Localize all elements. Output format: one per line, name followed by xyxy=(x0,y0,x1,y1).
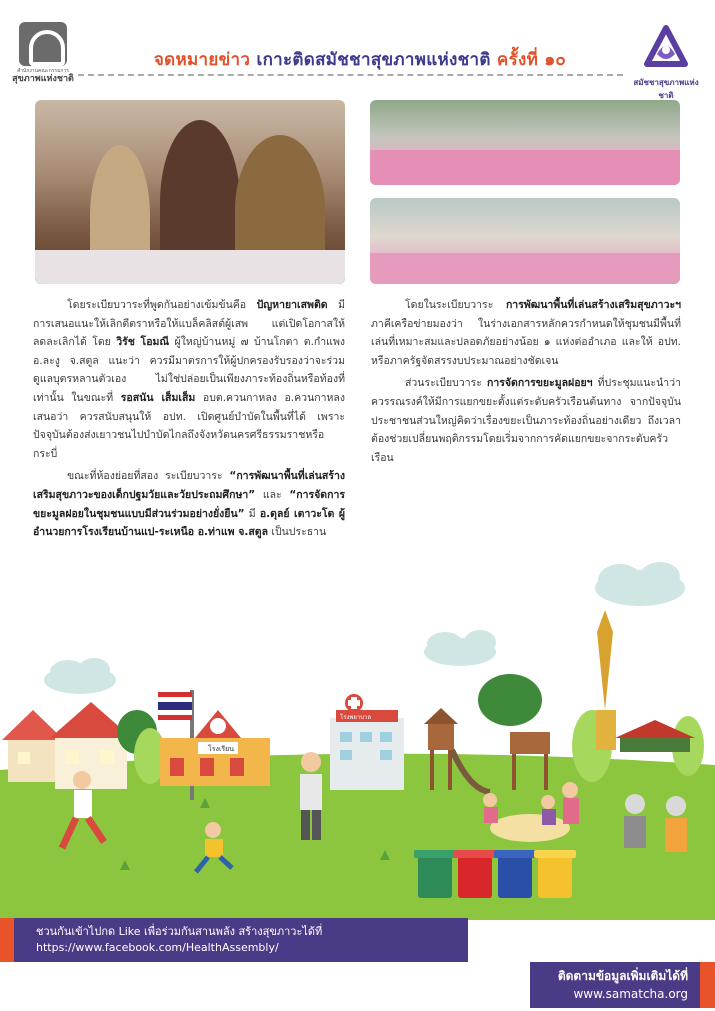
assembly-hands-icon xyxy=(639,24,693,74)
header-divider xyxy=(78,74,623,76)
title-issue: ครั้งที่ ๑๐ xyxy=(496,50,567,70)
website-banner-accent xyxy=(700,962,715,1008)
title-newsletter: จดหมายข่าว xyxy=(153,50,251,70)
paragraph-second-room: ขณะที่ห้องย่อยที่สอง ระเบียบวาระ “การพัฒนาพื้นที่เล่นสร้างเสริมสุขภาวะของเด็กปฐมวัยและวัยประถมศึกษา” และ “การจัดการขยะมูลฝอยในชุมชนแบบมีส่วนร่วมอย่างยั่งยืน” มี อ.ดุลย์ เตาวะโต ผู้อำนวยการโรงเรียนบ้านแป-ระเหนือ อ.ท่าแพ จ.สตูล เป็นประธาน xyxy=(33,470,345,539)
nhco-logo-icon xyxy=(19,22,67,66)
house-icon xyxy=(2,702,132,789)
assembly-logo-caption: สมัชชาสุขภาพแห่งชาติ xyxy=(633,78,699,100)
agenda-waste-short: การจัดการขยะมูลฝอยฯ xyxy=(486,377,593,390)
hospital-building xyxy=(330,694,404,790)
speaker-name: รอสนัน เส็มเส็ม xyxy=(120,391,196,404)
website-link[interactable]: www.samatcha.org xyxy=(573,987,688,1001)
school-sign: โรงเรียน xyxy=(208,745,234,753)
facebook-banner xyxy=(0,918,468,962)
article-right-column xyxy=(371,296,681,471)
facebook-link[interactable]: https://www.facebook.com/HealthAssembly/ xyxy=(36,941,279,954)
agenda-waste: “การจัดการขยะมูลฝอยในชุมชนแบบมีส่วนร่วมอย่างยั่งยืน” xyxy=(33,488,345,520)
sandbox xyxy=(490,814,570,842)
meeting-photo-room-1 xyxy=(370,100,680,185)
assembly-logo xyxy=(626,24,706,100)
newsletter-title xyxy=(140,46,580,73)
tree-icon xyxy=(478,674,542,726)
paragraph-waste: ส่วนระเบียบวาระ การจัดการขยะมูลฝอยฯ ที่ประชุมแนะนำว่า ควรรณรงค์ให้มีการแยกขยะตั้งแต่ระดับครัวเรือนต้นทาง จากปัจจุบันประชาชนส่วนใหญ่คิดว่าเรื่องขยะเป็นภาระท้องถิ่นอย่างเดียว ถึงเวลาต้องช่วยเปลี่ยนพฤติกรรมโดยเริ่มจากการคัดแยกขยะจากระดับครัวเรือน xyxy=(371,377,681,464)
article-left-column xyxy=(33,296,345,546)
website-banner xyxy=(530,962,700,1008)
paragraph-drugs: โดยระเบียบวาระที่พูดกันอย่างเข้มข้นคือ ปัญหายาเสพติด มีการเสนอแนะให้เลิกตีตราหรือให้แบล็คลิสต์ผู้เสพ แต่เปิดโอกาสให้ลดละเลิกได้ โดย วิรัช โอมณี ผู้ใหญ่บ้านหมู่ ๗ บ้านโกตา ต.กำแพง อ.ละงู จ.สตูล แนะว่า ควรมีมาตรการให้ผู้ปกครองรับรองว่าจะร่วมดูแลบุตรหลานตัวเอง ไม่ใช่ปล่อยเป็นเพียงภาระท้องถิ่นหรือท้องที่เท่านั้น ในขณะที่ รอสนัน เส็มเส็ม อบต.ควนกาหลง อ.ควนกาหลง เสนอว่า ควรสนับสนุนให้ อปท. เปิดศูนย์บำบัดในพื้นที่ได้ เพราะปัจจุบันต้องส่งเยาวชนไปบำบัดไกลถึงจังหวัดนครศรีธรรมราชหรือกระบี่ xyxy=(33,299,346,460)
chairperson-name: อ.ดุลย์ เตาวะโต ผู้อำนวยการโรงเรียนบ้านแป-ระเหนือ อ.ท่าแพ จ.สตูล xyxy=(33,507,345,539)
facebook-invite-text: ชวนกันเข้าไปกด Like เพื่อร่วมกันสานพลัง สร้างสุขภาวะได้ที่ xyxy=(36,925,323,938)
agenda-play-area-short: การพัฒนาพื้นที่เล่นสร้างเสริมสุขภาวะฯ xyxy=(505,299,681,311)
nhco-logo xyxy=(12,22,74,94)
meeting-photo-main xyxy=(35,100,345,284)
nhco-logo-caption-small: สำนักงานคณะกรรมการ xyxy=(17,68,69,74)
facebook-banner-accent xyxy=(0,918,14,962)
cloud-icon xyxy=(44,560,685,694)
agenda-play-area: “การพัฒนาพื้นที่เล่นสร้างเสริมสุขภาวะของเด็กปฐมวัยและวัยประถมศึกษา” xyxy=(33,470,345,501)
nhco-logo-caption: สุขภาพแห่งชาติ xyxy=(12,73,74,84)
community-illustration xyxy=(0,560,715,920)
meeting-photo-room-2 xyxy=(370,198,680,284)
highlight-drug-problem: ปัญหายาเสพติด xyxy=(256,299,328,311)
paragraph-play-area: โดยในระเบียบวาระ การพัฒนาพื้นที่เล่นสร้างเสริมสุขภาวะฯ ภาคีเครือข่ายมองว่า ในร่างเอกสารหลักควรกำหนดให้ชุมชนมีพื้นที่เล่นที่เหมาะสมและปลอดภัยอย่างน้อย ๑ แห่งต่ออำเภอ และให้ อปท. หรือภาครัฐจัดสรรงบประมาณอย่างชัดเจน xyxy=(371,299,681,367)
child-icon xyxy=(541,795,555,809)
hospital-sign: โรงพยาบาล xyxy=(340,714,372,721)
title-main: เกาะติดสมัชชาสุขภาพแห่งชาติ xyxy=(256,50,491,70)
woman-icon xyxy=(562,782,578,798)
speaker-name: วิรัช โอมณี xyxy=(116,336,170,349)
child-icon xyxy=(483,793,497,807)
website-invite-text: ติดตามข้อมูลเพิ่มเติมได้ที่ xyxy=(557,969,688,983)
